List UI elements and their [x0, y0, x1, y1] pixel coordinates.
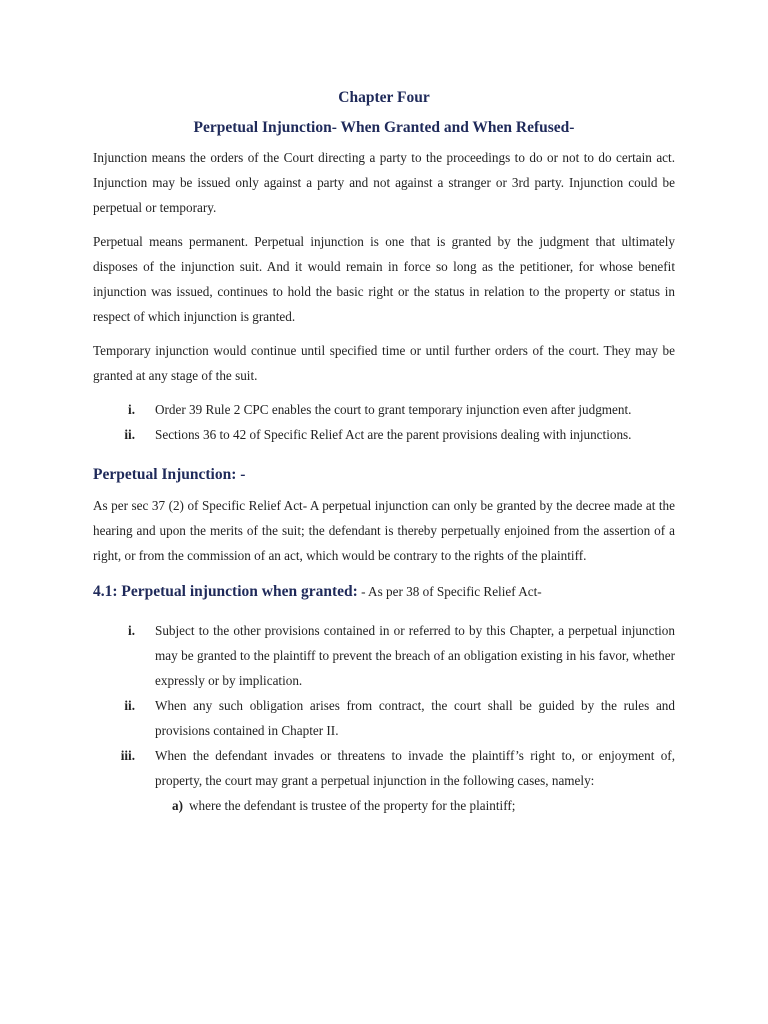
sub-list	[93, 793, 675, 818]
section-4-1-reference: - As per 38 of Specific Relief Act-	[357, 584, 542, 599]
list-item-text: Order 39 Rule 2 CPC enables the court to grant temporary injunction even after judgment.	[155, 402, 632, 417]
perpetual-injunction-paragraph: As per sec 37 (2) of Specific Relief Act- A perpetual injunction can only be granted by the decree made at the hearing and upon the merits of the suit; the defendant is thereby perpetually enjoined from the assertion of a right, or from the commission of an act, which would be contrary to the rights of the plaintiff.	[93, 498, 675, 563]
intro-paragraph-1: Injunction means the orders of the Court directing a party to the proceedings to do or not to do certain act. Injunction may be issued only against a party and not against a stranger or 3rd party. Injunction could be perpetual or temporary.	[93, 150, 675, 215]
list-item	[93, 618, 675, 693]
sub-list-item	[93, 793, 675, 818]
list-item-number: i.	[128, 402, 135, 417]
list-item-number: iii.	[120, 748, 135, 763]
section-4-1-title: 4.1: Perpetual injunction when granted:	[93, 583, 358, 600]
list-item-text: Subject to the other provisions contained in or referred to by this Chapter, a perpetual injunction may be granted to the plaintiff to prevent the breach of an obligation existing in his favor, whether expressly or by implication.	[155, 623, 675, 688]
list-item-number: ii.	[124, 698, 135, 713]
section-4-1-heading	[93, 578, 675, 606]
list-item	[93, 693, 675, 743]
chapter-subtitle: Perpetual Injunction- When Granted and When Refused-	[193, 119, 575, 136]
perpetual-granted-list	[93, 618, 675, 818]
list-item-number: i.	[128, 623, 135, 638]
perpetual-injunction-heading: Perpetual Injunction: -	[93, 466, 246, 483]
sub-list-item-text: where the defendant is trustee of the property for the plaintiff;	[189, 798, 516, 813]
list-item	[93, 422, 675, 447]
temporary-injunction-list	[93, 397, 675, 447]
sub-list-item-letter: a)	[172, 798, 183, 813]
intro-paragraph-2: Perpetual means permanent. Perpetual injunction is one that is granted by the judgment that ultimately disposes of the injunction suit. And it would remain in force so long as the petitioner, for whose benefit injunction was issued, continues to hold the basic right or the status in relation to the property or status in respect of which injunction is granted.	[93, 234, 675, 324]
list-item-text: When the defendant invades or threatens to invade the plaintiff’s right to, or enjoyment of, property, the court may grant a perpetual injunction in the following cases, namely:	[155, 748, 675, 788]
list-item	[93, 743, 675, 818]
chapter-title: Chapter Four	[338, 89, 430, 106]
list-item-text: When any such obligation arises from contract, the court shall be guided by the rules and provisions contained in Chapter II.	[155, 698, 675, 738]
list-item	[93, 397, 675, 422]
intro-paragraph-3: Temporary injunction would continue until specified time or until further orders of the court. They may be granted at any stage of the suit.	[93, 343, 675, 383]
list-item-text: Sections 36 to 42 of Specific Relief Act are the parent provisions dealing with injunctions.	[155, 427, 632, 442]
list-item-number: ii.	[124, 427, 135, 442]
